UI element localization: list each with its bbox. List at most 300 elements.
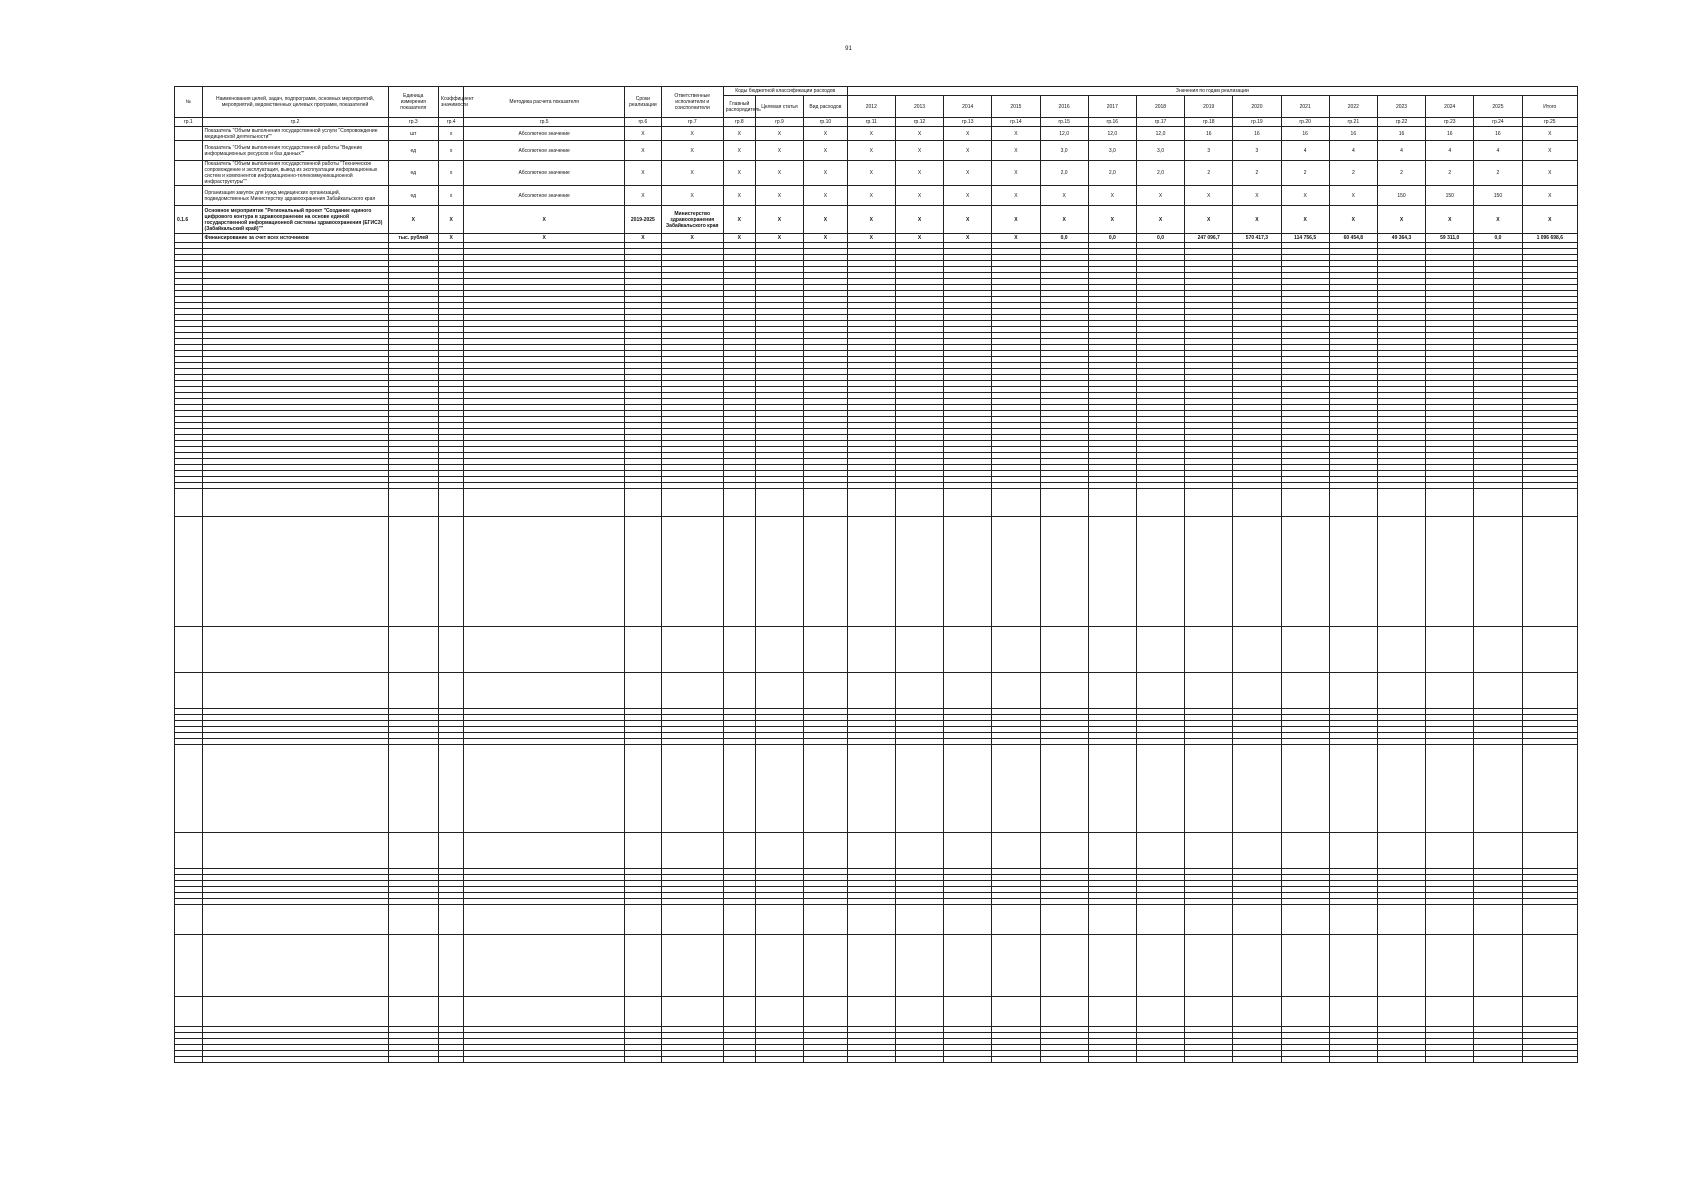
table-row (175, 935, 1578, 997)
table-cell (1329, 673, 1377, 709)
table-cell: Х (992, 234, 1040, 243)
table-cell: 3,0 (1040, 141, 1088, 161)
table-cell: 0,0 (1088, 234, 1136, 243)
table-cell (1426, 935, 1474, 997)
table-cell (439, 935, 464, 997)
table-row (175, 206, 1578, 234)
col-main-manager: Главный распорядитель (723, 96, 755, 118)
table-cell: 0,0 (1474, 234, 1522, 243)
table-cell (992, 833, 1040, 869)
table-cell (625, 517, 662, 627)
table-body (175, 127, 1578, 1063)
table-cell (1185, 833, 1233, 869)
table-cell: Х (723, 206, 755, 234)
column-number: гр.7 (661, 118, 723, 127)
table-cell: Х (661, 186, 723, 206)
table-cell (388, 935, 439, 997)
column-number: гр.20 (1281, 118, 1329, 127)
table-cell: Х (992, 206, 1040, 234)
table-cell (388, 997, 439, 1027)
table-cell (1522, 905, 1577, 935)
col-values-by-year: Значения по годам реализации (847, 87, 1577, 96)
table-cell: Х (661, 234, 723, 243)
table-cell (1281, 673, 1329, 709)
table-cell: Х (944, 206, 992, 234)
table-cell: Х (1088, 206, 1136, 234)
table-cell: 0,0 (1040, 234, 1088, 243)
table-cell (202, 905, 388, 935)
table-cell (755, 745, 803, 833)
table-cell (1136, 627, 1184, 673)
table-cell: Х (755, 186, 803, 206)
table-cell (1185, 517, 1233, 627)
column-number: гр.2 (202, 118, 388, 127)
table-cell (175, 161, 203, 186)
table-cell (1329, 833, 1377, 869)
table-cell (175, 234, 203, 243)
table-cell (661, 517, 723, 627)
table-cell (175, 141, 203, 161)
table-cell: 2 (1329, 161, 1377, 186)
table-cell (175, 935, 203, 997)
col-coef: Коэффициент значимости (439, 87, 464, 118)
table-cell (755, 905, 803, 935)
col-no: № (175, 87, 203, 118)
table-cell (723, 1057, 755, 1063)
table-cell: 1 096 698,6 (1522, 234, 1577, 243)
table-cell (202, 935, 388, 997)
col-year: 2015 (992, 96, 1040, 118)
table-cell (661, 489, 723, 517)
column-number: гр.12 (895, 118, 943, 127)
table-cell (388, 517, 439, 627)
table-cell (1329, 905, 1377, 935)
table-cell (895, 673, 943, 709)
table-cell (1233, 935, 1281, 997)
table-cell: Организация закупок для нужд медицинских организаций, подведомственных Министерству здравоохранения Забайкальского края (202, 186, 388, 206)
table-cell (388, 833, 439, 869)
table-cell (625, 833, 662, 869)
table-cell: Х (944, 186, 992, 206)
col-year: 2016 (1040, 96, 1088, 118)
table-cell (464, 489, 625, 517)
table-cell (755, 489, 803, 517)
table-cell (1233, 627, 1281, 673)
table-cell (1088, 1057, 1136, 1063)
table-cell: 570 417,3 (1233, 234, 1281, 243)
col-year: 2021 (1281, 96, 1329, 118)
table-cell: Х (661, 127, 723, 141)
table-cell (1040, 935, 1088, 997)
table-cell (1377, 935, 1425, 997)
table-cell: Х (1426, 206, 1474, 234)
table-cell (895, 627, 943, 673)
table-cell: 16 (1281, 127, 1329, 141)
column-number: гр.11 (847, 118, 895, 127)
table-cell (1040, 905, 1088, 935)
table-cell (439, 833, 464, 869)
table-cell (1329, 489, 1377, 517)
table-cell (1088, 905, 1136, 935)
table-cell (847, 627, 895, 673)
table-row (175, 833, 1578, 869)
table-cell (202, 997, 388, 1027)
table-cell (464, 833, 625, 869)
table-cell: 3,0 (1088, 141, 1136, 161)
table-cell (1474, 997, 1522, 1027)
table-cell (1233, 489, 1281, 517)
table-cell (944, 833, 992, 869)
table-cell: 3 (1185, 141, 1233, 161)
table-cell: ед (388, 186, 439, 206)
column-number: гр.4 (439, 118, 464, 127)
table-cell (1233, 745, 1281, 833)
table-cell: х (439, 127, 464, 141)
table-cell: Абсолютное значение (464, 161, 625, 186)
table-cell (1233, 905, 1281, 935)
table-cell: Х (625, 141, 662, 161)
table-cell: Х (895, 186, 943, 206)
table-cell (944, 517, 992, 627)
table-cell (1088, 935, 1136, 997)
table-cell (1329, 1057, 1377, 1063)
table-cell (847, 935, 895, 997)
table-cell: Абсолютное значение (464, 186, 625, 206)
table-cell (1281, 935, 1329, 997)
table-cell (1426, 905, 1474, 935)
column-number: гр.6 (625, 118, 662, 127)
table-cell (1040, 489, 1088, 517)
table-cell (661, 997, 723, 1027)
table-cell (1377, 833, 1425, 869)
table-cell (661, 1057, 723, 1063)
table-cell (661, 833, 723, 869)
table-cell (992, 745, 1040, 833)
table-cell: Х (1522, 206, 1577, 234)
table-cell (1185, 673, 1233, 709)
table-cell: 0,0 (1136, 234, 1184, 243)
col-year: 2017 (1088, 96, 1136, 118)
table-row (175, 186, 1578, 206)
table-cell (992, 935, 1040, 997)
table-cell (388, 905, 439, 935)
table-cell (1040, 627, 1088, 673)
table-cell: Х (804, 206, 848, 234)
table-cell (1281, 517, 1329, 627)
table-cell (1474, 489, 1522, 517)
table-row (175, 234, 1578, 243)
table-cell (992, 489, 1040, 517)
table-cell (175, 517, 203, 627)
table-cell: Х (661, 141, 723, 161)
column-number: гр.8 (723, 118, 755, 127)
table-cell: 4 (1281, 141, 1329, 161)
table-cell (1329, 935, 1377, 997)
column-number: гр.9 (755, 118, 803, 127)
table-cell (1281, 489, 1329, 517)
table-cell (175, 186, 203, 206)
table-cell: 4 (1329, 141, 1377, 161)
table-cell: Х (847, 206, 895, 234)
table-cell: 114 756,5 (1281, 234, 1329, 243)
col-year: 2025 (1474, 96, 1522, 118)
table-cell: 16 (1233, 127, 1281, 141)
table-cell (1136, 935, 1184, 997)
table-cell (895, 833, 943, 869)
page-number: 91 (845, 46, 852, 52)
table-cell (439, 489, 464, 517)
table-cell: Основное мероприятие "Региональный проект "Создание единого цифрового контура в здравоохранении на основе единой государственной информационной системы здравоохранения (ЕГИСЗ) (Забайкальский край)"" (202, 206, 388, 234)
table-cell (944, 745, 992, 833)
table-cell (661, 745, 723, 833)
table-cell (202, 673, 388, 709)
table-cell (1522, 745, 1577, 833)
table-cell (464, 745, 625, 833)
table-cell: Х (847, 141, 895, 161)
table-cell: 4 (1474, 141, 1522, 161)
table-cell (625, 673, 662, 709)
table-cell (944, 489, 992, 517)
table-cell: Х (1329, 206, 1377, 234)
table-cell: 150 (1377, 186, 1425, 206)
table-cell: Х (755, 127, 803, 141)
table-cell: 2 (1377, 161, 1425, 186)
table-cell (1185, 1057, 1233, 1063)
table-cell: 2 (1474, 161, 1522, 186)
table-cell (1329, 745, 1377, 833)
table-cell: Х (847, 186, 895, 206)
table-cell: Х (723, 161, 755, 186)
table-cell (895, 905, 943, 935)
table-cell (895, 517, 943, 627)
table-cell: Х (847, 127, 895, 141)
table-row (175, 141, 1578, 161)
table-row (175, 745, 1578, 833)
table-cell (625, 745, 662, 833)
table-cell: Х (464, 206, 625, 234)
table-cell (1377, 745, 1425, 833)
table-cell (1426, 745, 1474, 833)
table-cell (625, 935, 662, 997)
table-cell: Х (1040, 206, 1088, 234)
table-cell: х (439, 141, 464, 161)
col-budget-codes: Коды бюджетной классификации расходов (723, 87, 847, 96)
table-cell (847, 1057, 895, 1063)
table-cell (439, 673, 464, 709)
table-cell (804, 627, 848, 673)
table-cell: 16 (1185, 127, 1233, 141)
table-cell (175, 997, 203, 1027)
table-cell (464, 935, 625, 997)
table-cell: Х (755, 234, 803, 243)
table-cell (1377, 627, 1425, 673)
table-cell (755, 935, 803, 997)
column-number: гр.21 (1329, 118, 1377, 127)
table-cell (625, 1057, 662, 1063)
table-cell: Х (992, 161, 1040, 186)
table-cell (944, 905, 992, 935)
table-cell (804, 1057, 848, 1063)
table-cell (944, 627, 992, 673)
table-cell: 16 (1377, 127, 1425, 141)
table-cell (464, 627, 625, 673)
table-cell (847, 745, 895, 833)
table-cell (1281, 997, 1329, 1027)
table-cell (175, 833, 203, 869)
table-cell: 49 364,3 (1377, 234, 1425, 243)
column-number: гр.13 (944, 118, 992, 127)
column-number: гр.18 (1185, 118, 1233, 127)
column-number: гр.23 (1426, 118, 1474, 127)
column-number: гр.25 (1522, 118, 1577, 127)
table-cell: Х (1040, 186, 1088, 206)
table-cell (202, 833, 388, 869)
table-cell (1474, 673, 1522, 709)
table-cell (175, 905, 203, 935)
table-cell (895, 997, 943, 1027)
table-cell: Х (804, 234, 848, 243)
table-cell (1522, 673, 1577, 709)
table-cell (1474, 833, 1522, 869)
table-cell: Показатель "Объем выполнения государственной работы "Техническое сопровождение и эксплуатация, вывод из эксплуатации информационных систем и компонентов информационно-телекоммуникационной инфраструктуры"" (202, 161, 388, 186)
table-cell (202, 745, 388, 833)
table-cell (1426, 673, 1474, 709)
table-cell (439, 517, 464, 627)
table-cell (439, 627, 464, 673)
col-year: 2023 (1377, 96, 1425, 118)
table-cell: Х (847, 161, 895, 186)
table-cell (1426, 997, 1474, 1027)
table-cell: Х (755, 141, 803, 161)
table-row (175, 161, 1578, 186)
column-number: гр.24 (1474, 118, 1522, 127)
table-cell: ед (388, 141, 439, 161)
table-cell (895, 489, 943, 517)
table-cell (723, 905, 755, 935)
table-cell (1281, 745, 1329, 833)
table-cell (723, 935, 755, 997)
table-cell (1426, 627, 1474, 673)
table-cell: Х (1088, 186, 1136, 206)
column-number: гр.19 (1233, 118, 1281, 127)
col-year: 2018 (1136, 96, 1184, 118)
table-cell (847, 833, 895, 869)
table-cell: Х (625, 234, 662, 243)
table-cell: Х (723, 127, 755, 141)
table-cell (1233, 673, 1281, 709)
table-cell (755, 1057, 803, 1063)
table-cell (464, 905, 625, 935)
column-number: гр.1 (175, 118, 203, 127)
table-cell: 2,0 (1088, 161, 1136, 186)
table-cell (1136, 833, 1184, 869)
table-cell: 2 (1185, 161, 1233, 186)
table-cell (755, 997, 803, 1027)
table-cell (1377, 997, 1425, 1027)
table-cell (1426, 833, 1474, 869)
table-cell: Х (1281, 186, 1329, 206)
table-cell (464, 517, 625, 627)
table-cell (992, 673, 1040, 709)
table-cell (625, 627, 662, 673)
col-year: 2022 (1329, 96, 1377, 118)
table-cell (1040, 745, 1088, 833)
col-method: Методика расчета показателя (464, 87, 625, 118)
table-cell: Х (1281, 206, 1329, 234)
table-cell (1474, 905, 1522, 935)
table-cell (847, 905, 895, 935)
table-cell (1329, 517, 1377, 627)
table-cell (723, 489, 755, 517)
column-number: гр.14 (992, 118, 1040, 127)
table-cell (1281, 627, 1329, 673)
table-cell: Х (755, 206, 803, 234)
table-cell (1426, 517, 1474, 627)
table-cell: 60 454,8 (1329, 234, 1377, 243)
table-cell: Х (1136, 186, 1184, 206)
table-cell (895, 1057, 943, 1063)
table-cell: 12,0 (1136, 127, 1184, 141)
table-cell (847, 673, 895, 709)
table-cell (464, 997, 625, 1027)
table-cell (388, 673, 439, 709)
table-cell: Х (992, 127, 1040, 141)
table-cell: 2 (1426, 161, 1474, 186)
table-cell (1474, 517, 1522, 627)
table-cell (1040, 1057, 1088, 1063)
table-cell (661, 935, 723, 997)
table-cell (1329, 997, 1377, 1027)
table-cell: 3,0 (1136, 141, 1184, 161)
table-cell (944, 997, 992, 1027)
table-cell (1474, 627, 1522, 673)
table-cell: шт (388, 127, 439, 141)
col-name: Наименования целей, задач, подпрограмм, основных мероприятий, мероприятий, ведомственных целевых программ, показателей (202, 87, 388, 118)
table-cell (1088, 997, 1136, 1027)
table-cell: Х (1233, 186, 1281, 206)
table-cell (661, 905, 723, 935)
table-cell (1377, 673, 1425, 709)
table-cell (625, 997, 662, 1027)
table-cell: ед (388, 161, 439, 186)
table-cell: Х (847, 234, 895, 243)
table-cell: Х (723, 234, 755, 243)
table-row (175, 1057, 1578, 1063)
table-cell: 247 096,7 (1185, 234, 1233, 243)
table-cell: Х (723, 141, 755, 161)
table-cell (1233, 517, 1281, 627)
table-cell (1088, 489, 1136, 517)
table-cell: Х (1233, 206, 1281, 234)
table-cell (804, 905, 848, 935)
table-cell: Х (992, 141, 1040, 161)
table-cell (1136, 905, 1184, 935)
table-cell (1136, 517, 1184, 627)
table-cell: Х (804, 161, 848, 186)
column-number: гр.15 (1040, 118, 1088, 127)
table-cell: 16 (1329, 127, 1377, 141)
table-cell: Х (895, 234, 943, 243)
table-cell: 2 (1281, 161, 1329, 186)
table-cell (625, 905, 662, 935)
table-cell: 2,0 (1040, 161, 1088, 186)
table-cell: Х (895, 141, 943, 161)
table-cell (1040, 997, 1088, 1027)
table-cell (175, 745, 203, 833)
table-cell (1185, 489, 1233, 517)
col-expense-type: Вид расходов (804, 96, 848, 118)
table-cell (944, 1057, 992, 1063)
